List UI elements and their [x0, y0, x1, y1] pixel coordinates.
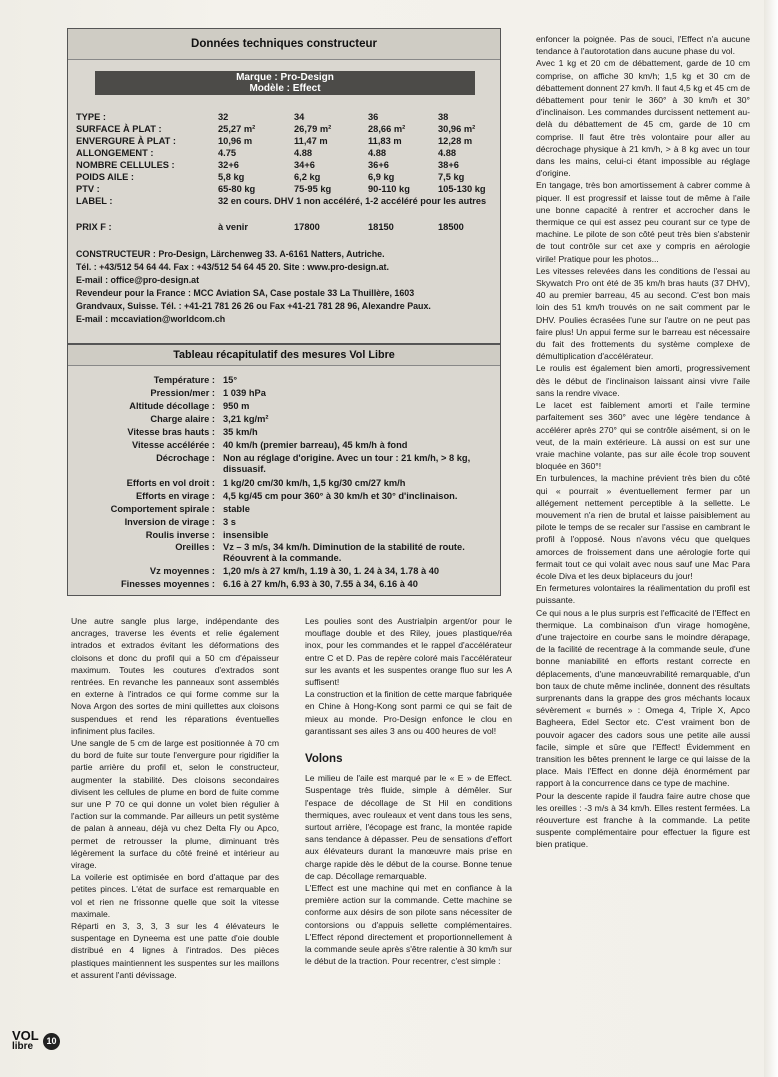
- measure-value: 35 km/h: [223, 427, 258, 437]
- logo-top-text: VOL: [12, 1028, 39, 1043]
- measures-title: Tableau récapitulatif des mesures Vol Libre: [68, 345, 500, 366]
- measure-label: Roulis inverse :: [145, 530, 215, 540]
- measure-value: 1 039 hPa: [223, 388, 266, 398]
- measure-value: 3 s: [223, 517, 236, 527]
- spec-label: ENVERGURE À PLAT :: [76, 136, 177, 146]
- measure-value: Non au réglage d'origine. Avec un tour : 21 km/h, > 8 kg, dissuasif.: [223, 453, 471, 474]
- measure-label: Température :: [153, 375, 215, 385]
- paragraph: En turbulences, la machine prévient très bien du côté qui « pourrait » éventuellement fermer par un allégement nettement perceptible à la sellette. Le mouvement n'a rien de brutal et laisse paisiblement au pilote le temps de se recaler sur l'assise en cambrant le profil à l'opposé. Nous n'avons vécu que quelques amorces de froissement dans une aérologie forte qui fermait tout ce qui volait avec nous sauf une Mac Para école Diva et les deux biplaceurs du jour!: [536, 473, 750, 581]
- measure-label: Efforts en virage :: [135, 491, 215, 501]
- contact-line: Tél. : +43/512 54 64 44. Fax : +43/512 54 64 45 20. Site : www.pro-design.at.: [76, 262, 389, 272]
- measure-value: 3,21 kg/m²: [223, 414, 269, 424]
- manufacturer-specs-box: [67, 28, 501, 344]
- measure-value: insensible: [223, 530, 269, 540]
- spec-value: 11,47 m: [294, 136, 328, 146]
- spec-value: 75-95 kg: [294, 184, 332, 194]
- spec-value: 10,96 m: [218, 136, 253, 146]
- model-label: Modèle : Effect: [249, 83, 321, 94]
- measure-value: 15°: [223, 375, 238, 385]
- spec-value: 36+6: [368, 160, 389, 170]
- contact-line: Revendeur pour la France : MCC Aviation SA, Case postale 33 La Thuillère, 1603: [76, 288, 415, 298]
- measure-label: Vitesse bras hauts :: [127, 427, 215, 437]
- spec-value: 90-110 kg: [368, 184, 410, 194]
- spec-value: 18500: [438, 222, 464, 232]
- measure-value: Vz – 3 m/s, 34 km/h. Diminution de la stabilité de route. Réouvrent à la commande.: [223, 542, 465, 563]
- spec-row-cells: [76, 160, 496, 171]
- spec-label: ALLONGEMENT :: [76, 148, 154, 158]
- paragraph: Les poulies sont des Austrialpin argent/or pour le mouflage double et des Riley, joues plastique/réa inox, pour les commandes et le rappel d'accélérateur entre C et D. Pas de repère coloré mais l'accélérateur sur les avants et les suspentes orange fluo sur les A suffisent!: [305, 616, 512, 688]
- page-number: 10: [43, 1033, 60, 1050]
- measure-value: 40 km/h (premier barreau), 45 km/h à fond: [223, 440, 408, 450]
- spec-row-type: [76, 112, 496, 123]
- certification-value: 32 en cours. DHV 1 non accéléré, 1-2 accéléré pour les autres: [218, 196, 487, 206]
- brand-label: Marque : Pro-Design: [236, 72, 334, 83]
- paragraph: Une autre sangle plus large, indépendante des ancrages, traverse les évents et relie également intrados et extrados évitant les déformations des cloisons et donc du profil qui a 50 cm d'épaisseur maximum. Toutes les coutures d'extrados sont rentrées. En revanche les panneaux sont assemblés en externe à l'intrados ce qui forme comme sur la Nova Argon des sortes de mini quillettes aux cloisons suspendues et rend les réparations éventuelles infiniment plus faciles.: [71, 616, 279, 736]
- measure-label: Comportement spirale :: [110, 504, 215, 514]
- spec-value: 34: [294, 112, 305, 122]
- brand-model-banner: [95, 71, 475, 95]
- paragraph: Ce qui nous a le plus surpris est l'efficacité de l'Effect en thermique. La combinaison d'un virage homogène, d'une trajectoire en courbe sans le moindre dérapage, de la facilité de recentrage à la commande seule, d'une bonne maniabilité en efforts restant correcte en déplacements, d'une manœuvrabilité remarquable, d'un bon taux de chute même inclinée, donnent des résultats surprenants dans la grappe des gros méchants locaux sévèrement « burnés » : Omega 4, Triple X, Apco Bagheera, Edel Sector etc. C'est vraiment bon de pouvoir agacer des cadors sous une petite aile aussi facile, simple et sûre que l'Effect! Évidemment en transition les bêtes prennent le large ce qui laisse de la place. Mais l'Effect en donne déjà énormément par rapport à la concurrence dans ce type de machine.: [536, 607, 750, 789]
- measure-label: Décrochage :: [156, 453, 215, 463]
- measure-label: Inversion de virage :: [124, 517, 215, 527]
- paragraph: enfoncer la poignée. Pas de souci, l'Effect n'a aucune tendance à l'autorotation dans aucune phase du vol.: [536, 34, 750, 57]
- spec-label: SURFACE À PLAT :: [76, 124, 162, 134]
- paragraph: Avec 1 kg et 20 cm de débattement, garde de 10 cm comprise, on affiche 30 km/h; 1,5 kg et 30 cm de débattement donnent 27 km/h. Il faut 4,5 kg et 45 cm de débattement pour tenir le 360° à 30 km/h et 30° d'inclinaison. Les commandes durcissent nettement au-delà du débattement de 45 cm, garde de 10 cm comprise. Il faut être très volontaire pour aller au décrochage physique à 21 km/h, > à 8 kg avec un tour dans les mains, celui-ci étant impossible au réglage d'origine.: [536, 58, 750, 179]
- page-edge: [764, 0, 778, 1077]
- spec-value: 26,79 m²: [294, 124, 332, 134]
- spec-row-ptv: [76, 184, 496, 195]
- paragraph: Pour la descente rapide il faudra faire autre chose que les oreilles : -3 m/s à 34 km/h. Elles restent fermées. La réouverture est franche à la commande. La petite suspente complémentaire pour effectuer la figure est bien pratique.: [536, 790, 750, 850]
- measure-label: Efforts en vol droit :: [126, 478, 215, 488]
- measure-label: Pression/mer :: [150, 388, 215, 398]
- spec-value: 6,2 kg: [294, 172, 321, 182]
- spec-value: 4.88: [294, 148, 313, 158]
- paragraph: Le lacet est faiblement amorti et l'aile termine parfaitement ses 360° avec une légère tendance à accélérer après 270° qui se contrôle aisément, si on le veut, de la main extérieure. Là aussi on est sur une vraie machine volante, pas sur aile école trop souvent bloquée en 360°!: [536, 400, 750, 472]
- spec-value: 38+6: [438, 160, 459, 170]
- measure-value: 4,5 kg/45 cm pour 360° à 30 km/h et 30° d'inclinaison.: [223, 491, 458, 501]
- paragraph: En tangage, très bon amortissement à cabrer comme à piquer. Il est progressif et laisse tout de même à l'aile une bonne capacité à rentrer et accrocher dans le thermique ce qui est assez peu courant sur ce type de machine. Le pilote de son côté peut très bien s'abstenir de tout contrôle sur cet axe y compris en aérologie virile! Pratique pour les photos...: [536, 180, 750, 264]
- spec-label: PRIX F :: [76, 222, 112, 232]
- measure-label: Vz moyennes :: [149, 566, 215, 576]
- paragraph: En fermetures volontaires la réalimentation du profil est puissante.: [536, 583, 750, 606]
- spec-value: 4.88: [368, 148, 387, 158]
- spec-label: PTV :: [76, 184, 100, 194]
- paragraph: Réparti en 3, 3, 3, 3 sur les 4 élévateurs le suspentage en Dyneema est une patte d'oie double distribué en 4 lignes à l'intrados. Des pièces plastiques maintiennent les suspentes sur les maillons et assurent l'anti dévissage.: [71, 921, 279, 980]
- contact-line: CONSTRUCTEUR : Pro-Design, Lärchenweg 33. A-6161 Natters, Autriche.: [76, 249, 385, 259]
- measure-label: Finesses moyennes :: [120, 579, 215, 589]
- specs-title: Données techniques constructeur: [68, 29, 500, 60]
- measure-value: 1,20 m/s à 27 km/h, 1.19 à 30, 1. 24 à 34, 1.78 à 40: [223, 566, 440, 576]
- spec-value: 17800: [294, 222, 320, 232]
- spec-value: 12,28 m: [438, 136, 473, 146]
- spec-label: LABEL :: [76, 196, 113, 206]
- spec-value: 32+6: [218, 160, 239, 170]
- measure-value: 1 kg/20 cm/30 km/h, 1,5 kg/30 cm/27 km/h: [223, 478, 406, 488]
- spec-value: 6,9 kg: [368, 172, 395, 182]
- spec-value: 65-80 kg: [218, 184, 256, 194]
- paragraph: La construction et la finition de cette marque fabriquée en Chine à Hong-Kong sont parmi ce qui se fait de mieux au monde. Pro-Design enfonce le clou en garantissant ses ailes 3 ans ou 400 heures de vol!: [305, 689, 512, 736]
- contact-line: E-mail : office@pro-design.at: [76, 275, 200, 285]
- article-column-middle: [305, 615, 512, 967]
- measure-label: Oreilles :: [175, 542, 215, 552]
- paragraph: L'Effect est une machine qui met en confiance à la première action sur la commande. Cette machine se conforme aux désirs de son pilote sans nécessiter de contorsions ou d'appuis sellette complémentaires. L'Effect répond directement et proportionnellement à la commande seule après s'être ralentie à 30 km/h sur le début de la traction. Pour recentrer, c'est simple :: [305, 883, 512, 967]
- logo-bottom-text: libre: [12, 1041, 34, 1052]
- contact-line: E-mail : mccaviation@worldcom.ch: [76, 314, 226, 324]
- spec-value: 34+6: [294, 160, 315, 170]
- measures-summary-box: [67, 344, 501, 596]
- paragraph: Une sangle de 5 cm de large est positionnée à 70 cm du bord de fuite sur toute l'envergure pour rigidifier la partie arrière du profil et, selon le constructeur, augmenter la stabilité. Des cloisons secondaires divisent les cellules de plume en bord de fuite comme sur une P 70 ce qui donne un volet bien régulier à l'action sur la commande. Par ailleurs un petit système de palan à anneau, déjà vu chez Delta Fly ou Apco, permet de retrousser la plume, diminuant très légèrement la surface du côté freiné et intérieur au virage.: [71, 738, 279, 871]
- measure-label: Vitesse accélérée :: [131, 440, 215, 450]
- spec-value: 25,27 m²: [218, 124, 256, 134]
- article-column-left: [71, 615, 279, 981]
- spec-value: 5,8 kg: [218, 172, 245, 182]
- vol-libre-logo: [12, 1030, 39, 1052]
- spec-value: 36: [368, 112, 379, 122]
- paragraph: La voilerie est optimisée en bord d'attaque par des petites pinces. L'état de surface est remarquable en vol et rien ne frissonne quelle que soit la vitesse maximale.: [71, 872, 279, 919]
- paragraph: Les vitesses relevées dans les conditions de l'essai au Skywatch Pro ont été de 35 km/h bras hauts (37 DHV), 40 au premier barreau, 45 au second. C'est bon mais loin des 51 km/h trouvés on ne sait comment par le DHV. Poulies écrasées l'une sur l'autre on ne peut pas faire plus! Un appui ferme sur le barreau est nécessaire du fait des frottements du système complexe de démultiplication d'accélérateur.: [536, 265, 750, 362]
- spec-row-weight: [76, 172, 496, 183]
- section-heading-volons: Volons: [305, 753, 343, 766]
- spec-row-price: [76, 222, 496, 233]
- spec-row-aspect: [76, 148, 496, 159]
- article-column-right: [536, 33, 750, 851]
- measure-value: 950 m: [223, 401, 250, 411]
- spec-value: 11,83 m: [368, 136, 402, 146]
- spec-label: NOMBRE CELLULES :: [76, 160, 175, 170]
- spec-label: TYPE :: [76, 112, 106, 122]
- spec-value: 105-130 kg: [438, 184, 486, 194]
- measure-value: 6.16 à 27 km/h, 6.93 à 30, 7.55 à 34, 6.16 à 40: [223, 579, 418, 589]
- contact-line: Grandvaux, Suisse. Tél. : +41-21 781 26 26 ou Fax +41-21 781 28 96, Alexandre Paux.: [76, 301, 431, 311]
- spec-value: 32: [218, 112, 229, 122]
- spec-value: 4.88: [438, 148, 457, 158]
- spec-value: 38: [438, 112, 449, 122]
- paragraph: Le milieu de l'aile est marqué par le « E » de Effect. Suspentage très fluide, simple à démêler. Sur l'espace de décollage de St Hil en conditions thermiques, avec rouleaux et vent dans tous les sens, surtout arrière, l'écopage est franc, la montée rapide sans tendance à dépasser. Peu de sensations d'effort aux élévateurs durant la manœuvre mais prise en charge rapide dès le début de la course. Bonne tenue de cap. Décollage remarquable.: [305, 773, 512, 881]
- spec-value: 18150: [368, 222, 394, 232]
- spec-value: 30,96 m²: [438, 124, 476, 134]
- spec-value: à venir: [218, 222, 248, 232]
- spec-value: 7,5 kg: [438, 172, 465, 182]
- measure-label: Charge alaire :: [150, 414, 215, 424]
- spec-value: 28,66 m²: [368, 124, 406, 134]
- spec-row-surface: [76, 124, 496, 135]
- spec-label: POIDS AILE :: [76, 172, 135, 182]
- measure-value: stable: [223, 504, 250, 514]
- spec-row-span: [76, 136, 496, 147]
- paragraph: Le roulis est également bien amorti, progressivement dès le début de l'inclinaison laissant ainsi vivre l'aile sans la rendre vivace.: [536, 363, 750, 398]
- measure-label: Altitude décollage :: [129, 401, 215, 411]
- spec-value: 4.75: [218, 148, 237, 158]
